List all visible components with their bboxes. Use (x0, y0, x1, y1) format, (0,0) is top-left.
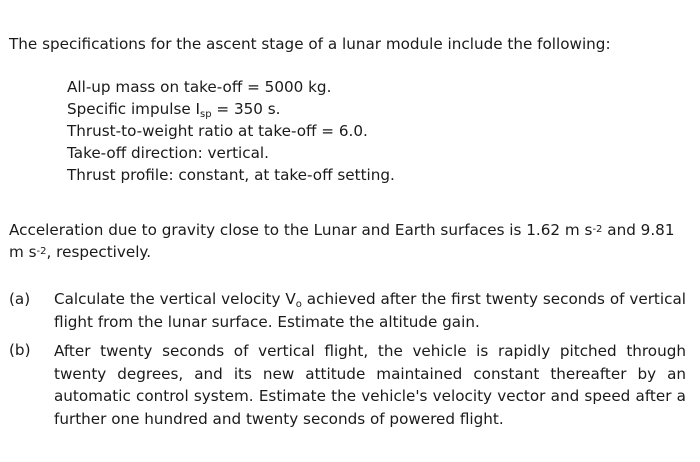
spec-list (67, 76, 395, 186)
spec-direction: Take-off direction: vertical. (67, 144, 269, 162)
gravity-sup2: -2 (36, 246, 47, 257)
gravity-sup1: -2 (592, 224, 603, 235)
question-a-label: (a) (9, 290, 31, 308)
question-a-prefix: Calculate the vertical velocity V (54, 290, 296, 308)
gravity-part2: and 9.81 m s (9, 221, 675, 261)
spec-profile: Thrust profile: constant, at take-off setting. (67, 166, 395, 184)
spec-isp-suffix: = 350 s. (211, 100, 281, 118)
spec-mass: All-up mass on take-off = 5000 kg. (67, 78, 332, 96)
spec-isp-prefix: Specific impulse I (67, 100, 201, 118)
question-a-suffix: achieved after the first twenty seconds of vertical flight from the lunar surface. Estimate the altitude gain. (54, 290, 686, 331)
spec-specific-impulse (67, 98, 395, 120)
gravity-text (9, 219, 689, 263)
spec-isp-subscript: sp (200, 109, 212, 120)
gravity-part1: Acceleration due to gravity close to the Lunar and Earth surfaces is 1.62 m s (9, 221, 593, 239)
question-b-label: (b) (9, 341, 31, 359)
question-b-text: After twenty seconds of vertical flight, the vehicle is rapidly pitched through twenty degrees, and its new attitude maintained constant thereafter by an automatic control system. Estimate the vehicle's velocity vector and speed after a further one hundred and twenty seconds of powered flight. (54, 342, 686, 428)
spec-thrust-weight: Thrust-to-weight ratio at take-off = 6.0. (67, 122, 368, 140)
gravity-part3: , respectively. (46, 243, 152, 261)
question-a-subscript: o (295, 299, 302, 310)
intro-text: The specifications for the ascent stage of a lunar module include the following: (9, 35, 611, 53)
question-a-text (54, 288, 686, 333)
